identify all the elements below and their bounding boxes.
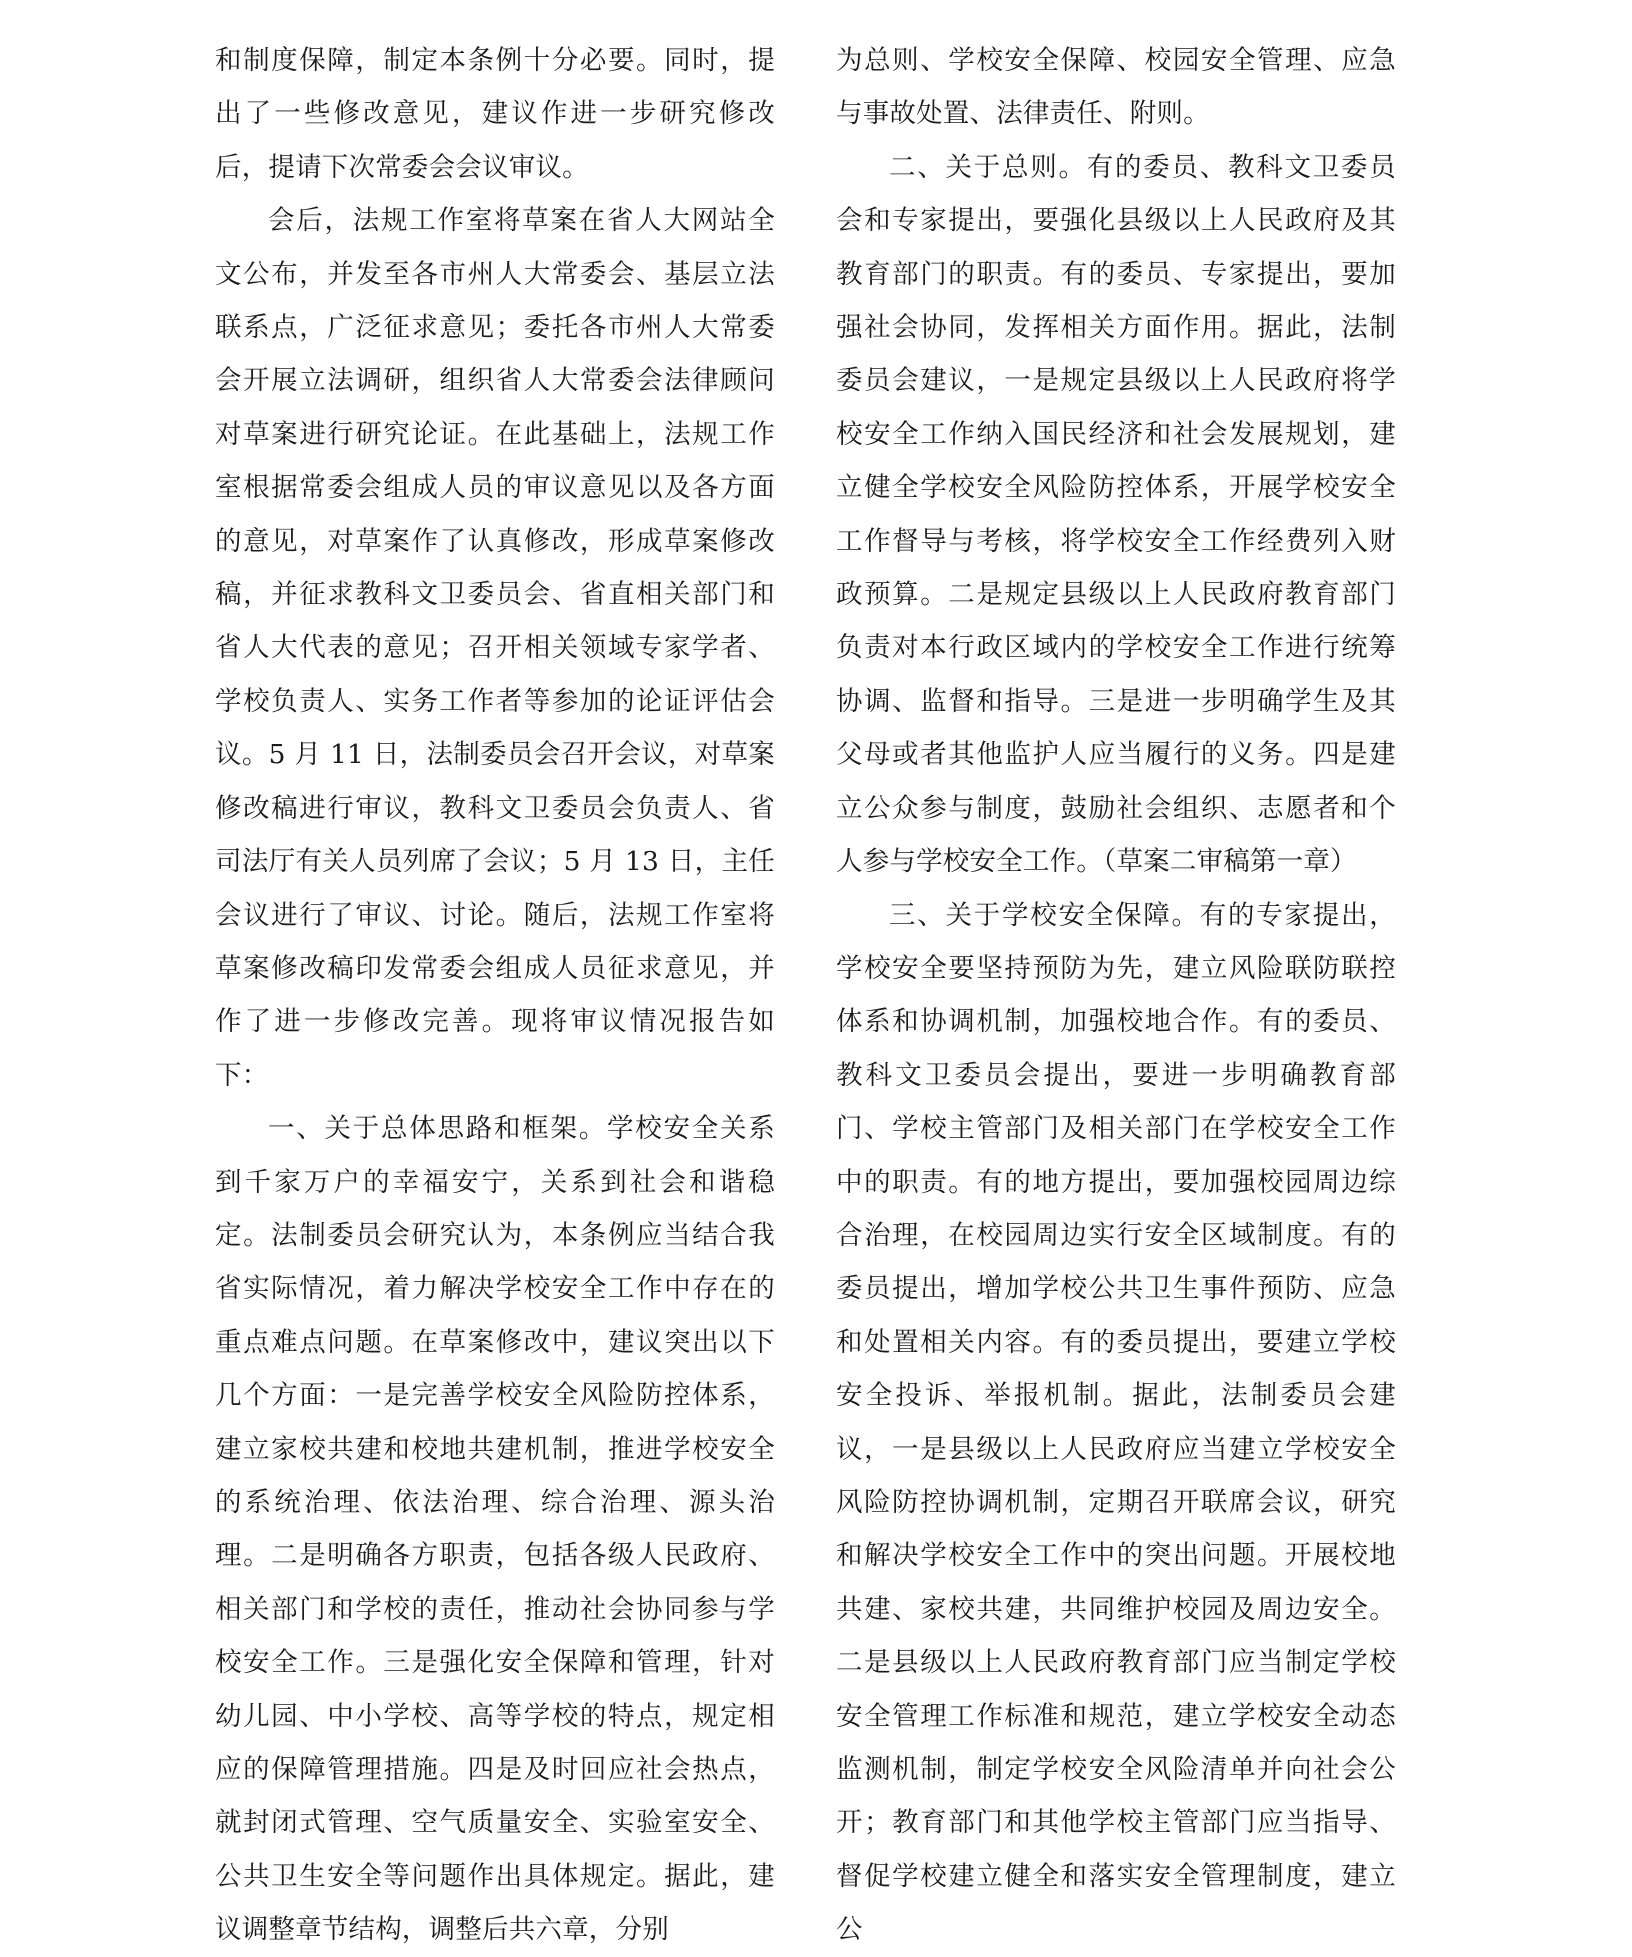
paragraph: 三、关于学校安全保障。有的专家提出，学校安全要坚持预防为先，建立风险联防联控体系和协调机制，加强校地合作。有的委员、教科文卫委员会提出，要进一步明确教育部门、学校主管部门及相关部门在学校安全工作中的职责。有的地方提出，要加强校园周边综合治理，在校园周边实行安全区域制度。有的委员提出，增加学校公共卫生事件预防、应急和处置相关内容。有的委员提出，要建立学校安全投诉、举报机制。据此，法制委员会建议，一是县级以上人民政府应当建立学校安全风险防控协调机制，定期召开联席会议，研究和解决学校安全工作中的突出问题。开展校地共建、家校共建，共同维护校园及周边安全。二是县级以上人民政府教育部门应当制定学校安全管理工作标准和规范，建立学校安全动态监测机制，制定学校安全风险清单并向社会公开；教育部门和其他学校主管部门应当指导、督促学校建立健全和落实安全管理制度，建立公	[836, 899, 1396, 1946]
paragraph: 和制度保障，制定本条例十分必要。同时，提出了一些修改意见，建议作进一步研究修改后，提请下次常委会会议审议。	[215, 45, 775, 183]
left-column	[215, 34, 775, 1957]
paragraph: 二、关于总则。有的委员、教科文卫委员会和专家提出，要强化县级以上人民政府及其教育部门的职责。有的委员、专家提出，要加强社会协同，发挥相关方面作用。据此，法制委员会建议，一是规定县级以上人民政府将学校安全工作纳入国民经济和社会发展规划，建立健全学校安全风险防控体系，开展学校安全工作督导与考核，将学校安全工作经费列入财政预算。二是规定县级以上人民政府教育部门负责对本行政区域内的学校安全工作进行统筹协调、监督和指导。三是进一步明确学生及其父母或者其他监护人应当履行的义务。四是建立公众参与制度，鼓励社会组织、志愿者和个人参与学校安全工作。（草案二审稿第一章）	[836, 151, 1396, 878]
paragraph: 一、关于总体思路和框架。学校安全关系到千家万户的幸福安宁，关系到社会和谐稳定。法制委员会研究认为，本条例应当结合我省实际情况，着力解决学校安全工作中存在的重点难点问题。在草案修改中，建议突出以下几个方面：一是完善学校安全风险防控体系，建立家校共建和校地共建机制，推进学校安全的系统治理、依法治理、综合治理、源头治理。二是明确各方职责，包括各级人民政府、相关部门和学校的责任，推动社会协同参与学校安全工作。三是强化安全保障和管理，针对幼儿园、中小学校、高等学校的特点，规定相应的保障管理措施。四是及时回应社会热点，就封闭式管理、空气质量安全、实验室安全、公共卫生安全等问题作出具体规定。据此，建议调整章节结构，调整后共六章，分别	[215, 1113, 775, 1946]
paragraph: 会后，法规工作室将草案在省人大网站全文公布，并发至各市州人大常委会、基层立法联系点，广泛征求意见；委托各市州人大常委会开展立法调研，组织省人大常委会法律顾问对草案进行研究论证。在此基础上，法规工作室根据常委会组成人员的审议意见以及各方面的意见，对草案作了认真修改，形成草案修改稿，并征求教科文卫委员会、省直相关部门和省人大代表的意见；召开相关领域专家学者、学校负责人、实务工作者等参加的论证评估会议。5 月 11 日，法制委员会召开会议，对草案修改稿进行审议，教科文卫委员会负责人、省司法厅有关人员列席了会议；5 月 13 日，主任会议进行了审议、讨论。随后，法规工作室将草案修改稿印发常委会组成人员征求意见，并作了进一步修改完善。现将审议情况报告如下：	[215, 205, 775, 1091]
right-column	[836, 34, 1396, 1957]
paragraph: 为总则、学校安全保障、校园安全管理、应急与事故处置、法律责任、附则。	[836, 45, 1396, 130]
